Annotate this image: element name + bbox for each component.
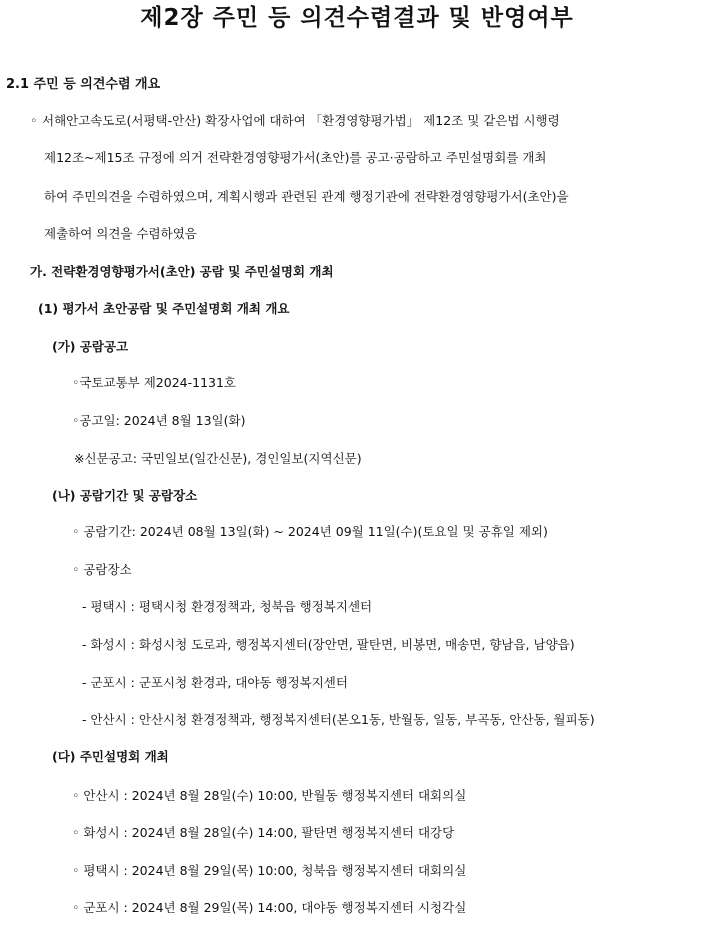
- notice-number: ◦국토교통부 제2024-1131호: [72, 375, 237, 390]
- inspection-places-label: ◦ 공람장소: [72, 562, 132, 577]
- inspection-period: ◦ 공람기간: 2024년 08월 13일(화) ~ 2024년 09월 11일(수)(토요일 및 공휴일 제외): [72, 524, 548, 539]
- meeting-item: ◦ 안산시 : 2024년 8월 28일(수) 10:00, 반월동 행정복지센터 대회의실: [72, 788, 467, 803]
- heading-da-meetings: (다) 주민설명회 개최: [52, 749, 169, 764]
- heading-1: (1) 평가서 초안공람 및 주민설명회 개최 개요: [38, 301, 290, 316]
- place-item: - 안산시 : 안산시청 환경정책과, 행정복지센터(본오1동, 반월동, 일동, 부곡동, 안산동, 월피동): [82, 712, 595, 727]
- intro-line: 하여 주민의견을 수렴하였으며, 계획시행과 관련된 관계 행정기관에 전략환경영향평가서(초안)을: [44, 189, 569, 204]
- meeting-item: ◦ 화성시 : 2024년 8월 28일(수) 14:00, 팔탄면 행정복지센터 대강당: [72, 825, 455, 840]
- heading-ga-notice: (가) 공람공고: [52, 339, 129, 354]
- newspaper-notice: ※신문공고: 국민일보(일간신문), 경인일보(지역신문): [74, 451, 362, 466]
- intro-line: 제출하여 의견을 수렴하였음: [44, 226, 197, 241]
- heading-ga: 가. 전략환경영향평가서(초안) 공람 및 주민설명회 개최: [30, 264, 334, 279]
- bullet-icon: ◦: [30, 113, 38, 128]
- place-item: - 화성시 : 화성시청 도로과, 행정복지센터(장안면, 팔탄면, 비봉면, 매송면, 향남읍, 남양읍): [82, 637, 575, 652]
- intro-line: ◦ 서해안고속도로(서평택-안산) 확장사업에 대하여 「환경영향평가법」 제12조 및 같은법 시행령: [30, 113, 560, 128]
- section-heading-2-1: 2.1 주민 등 의견수렴 개요: [6, 77, 161, 92]
- place-item: - 평택시 : 평택시청 환경정책과, 청북읍 행정복지센터: [82, 599, 373, 614]
- page-title: 제2장 주민 등 의견수렴결과 및 반영여부: [140, 5, 574, 31]
- place-item: - 군포시 : 군포시청 환경과, 대야동 행정복지센터: [82, 675, 348, 690]
- meeting-item: ◦ 평택시 : 2024년 8월 29일(목) 10:00, 청북읍 행정복지센터 대회의실: [72, 863, 467, 878]
- heading-na-period-place: (나) 공람기간 및 공람장소: [52, 488, 198, 503]
- meeting-item: ◦ 군포시 : 2024년 8월 29일(목) 14:00, 대야동 행정복지센터 시청각실: [72, 900, 467, 915]
- notice-date: ◦공고일: 2024년 8월 13일(화): [72, 413, 246, 428]
- intro-line: 제12조~제15조 규정에 의거 전략환경영향평가서(초안)를 공고·공람하고 주민설명회를 개최: [44, 150, 547, 165]
